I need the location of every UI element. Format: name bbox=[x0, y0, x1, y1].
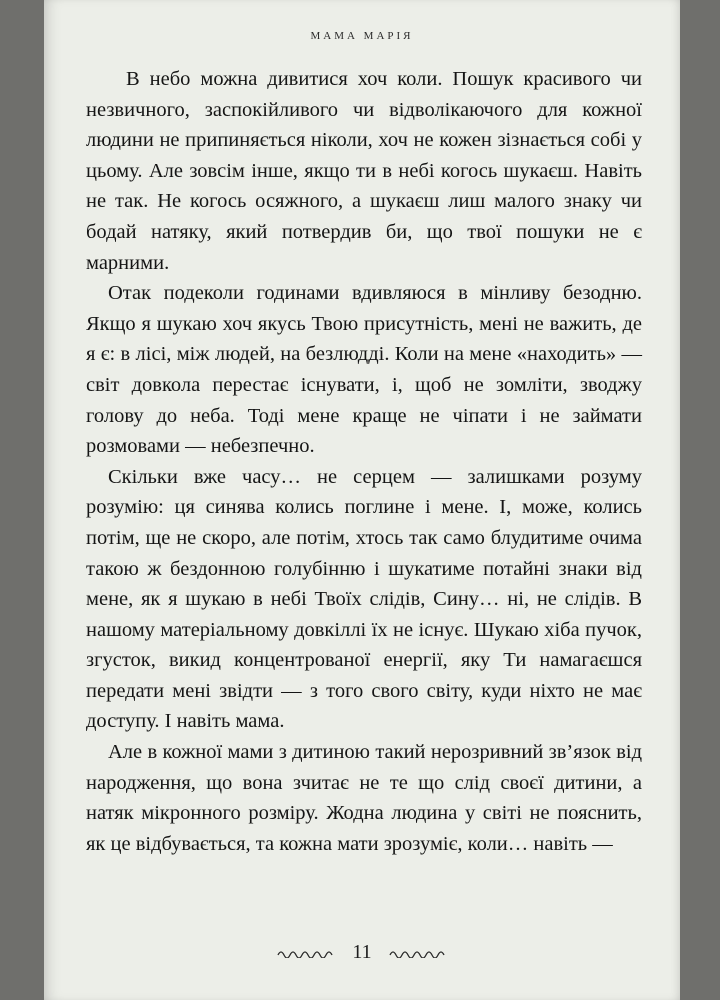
wave-ornament-icon bbox=[388, 946, 448, 958]
paragraph: Але в кожної мами з дитиною такий нерозривний зв’язок від народження, що вона зчитає не те що слід своєї дитини, а натяк мікронного розміру. Жодна людина у світі не пояснить, як це відбувається, та кожна мати зрозуміє, коли… навіть — bbox=[86, 741, 642, 855]
book-page bbox=[44, 0, 680, 1000]
page-number: 11 bbox=[352, 941, 372, 963]
paragraph: В небо можна дивитися хоч коли. Пошук красивого чи незвичного, заспокійливого чи відволікаючого для кожної людини не припиняється ніколи, хоч не кожен зізнається собі у цьому. Але зовсім інше, якщо ти в небі когось шукаєш. Навіть не так. Не когось осяжного, а шукаєш лиш малого знаку чи бодай натяку, який потвердив би, що твої пошуки не є марними. bbox=[86, 68, 642, 274]
wave-ornament-icon bbox=[276, 946, 336, 958]
body-text bbox=[86, 64, 642, 859]
running-head: МАМА МАРІЯ bbox=[310, 30, 414, 42]
paragraph: Отак подеколи годинами вдивляюся в мінливу безодню. Якщо я шукаю хоч якусь Твою присутність, мені не важить, де я є: в лісі, між людей, на безлюдді. Коли на мене «находить» — світ довкола перестає існувати, і, щоб не зомліти, зводжу голову до неба. Тоді мене краще не чіпати і не займати розмовами — небезпечно. bbox=[86, 282, 642, 458]
paragraph: Скільки вже часу… не серцем — залишками розуму розумію: ця синява колись поглине і мене. І, може, колись потім, ще не скоро, але потім, хтось так само блудитиме очима такою ж бездонною голубінню і шукатиме потайні знаки від мене, як я шукаю в небі Твоїх слідів, Сину… ні, не слідів. В нашому матеріальному довкіллі їх не існує. Шукаю хіба пучок, згусток, викид концентрованої енергії, яку Ти намагаєшся передати мені звідти — з того свого світу, куди ніхто не має доступу. І навіть мама. bbox=[86, 465, 642, 733]
page-footer bbox=[44, 942, 680, 962]
